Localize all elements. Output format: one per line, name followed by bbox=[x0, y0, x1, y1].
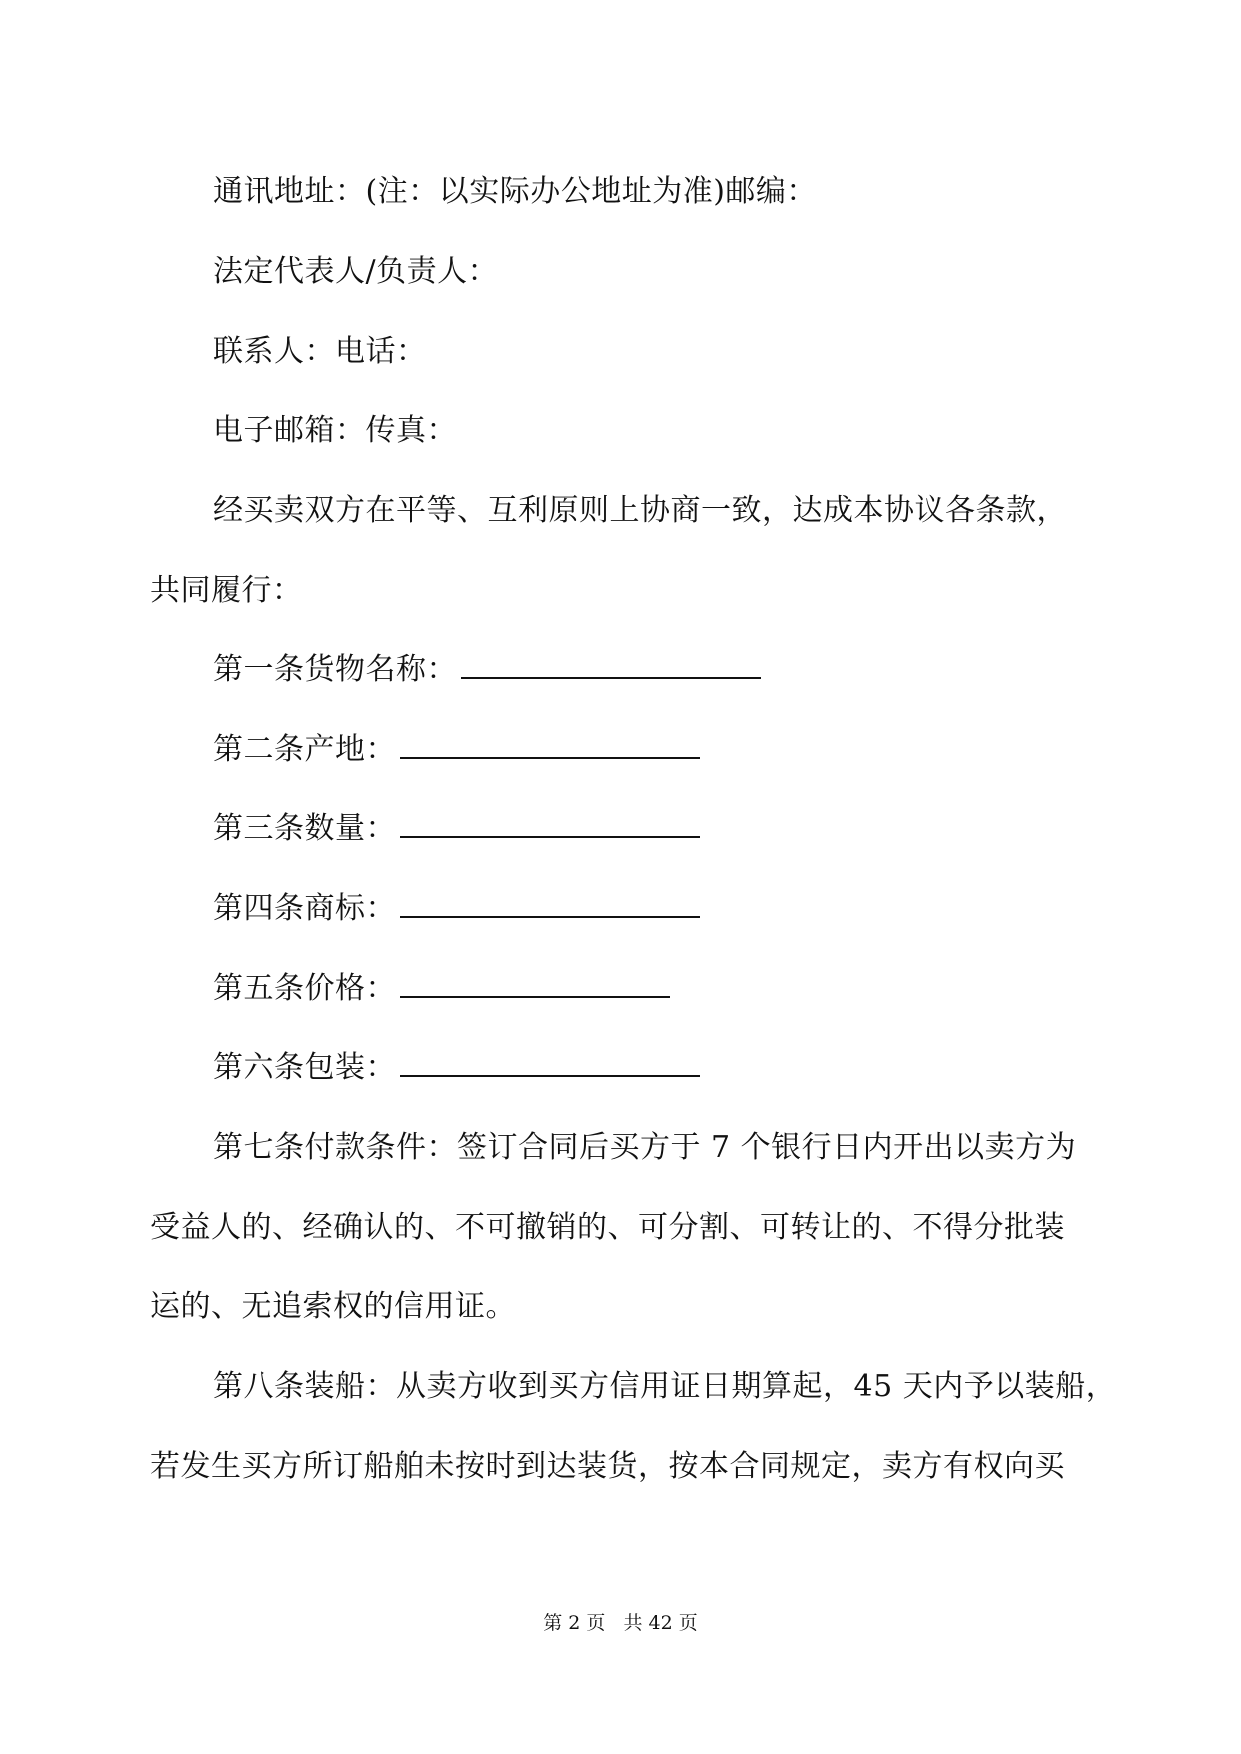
article-7-line-2: 受益人的、经确认的、不可撤销的、可分割、可转让的、不得分批装 bbox=[150, 1210, 1065, 1245]
article-3-label: 第三条数量： bbox=[213, 811, 396, 846]
page-footer bbox=[0, 1610, 1241, 1636]
article-2-blank bbox=[400, 731, 700, 759]
article-6-label: 第六条包装： bbox=[213, 1050, 396, 1085]
page-number-total: 共 42 页 bbox=[623, 1612, 698, 1634]
agreement-paragraph-line-2: 共同履行： bbox=[150, 573, 303, 608]
article-7-line-3: 运的、无追索权的信用证。 bbox=[150, 1289, 516, 1324]
article-7-line-1: 第七条付款条件：签订合同后买方于 7 个银行日内开出以卖方为 bbox=[213, 1130, 1077, 1165]
article-5-blank bbox=[400, 970, 670, 998]
page-number-current: 第 2 页 bbox=[543, 1612, 606, 1634]
article-5-label: 第五条价格： bbox=[213, 971, 396, 1006]
article-1-label: 第一条货物名称： bbox=[213, 652, 457, 687]
email-fax-line: 电子邮箱：传真： bbox=[213, 413, 457, 448]
article-3-blank bbox=[400, 810, 700, 838]
article-2-origin bbox=[213, 730, 700, 770]
article-8-line-2: 若发生买方所订船舶未按时到达装货，按本合同规定，卖方有权向买 bbox=[150, 1449, 1065, 1484]
article-3-quantity bbox=[213, 809, 700, 849]
agreement-paragraph-line-1: 经买卖双方在平等、互利原则上协商一致，达成本协议各条款， bbox=[213, 493, 1067, 528]
article-1-blank bbox=[461, 651, 761, 679]
article-4-label: 第四条商标： bbox=[213, 891, 396, 926]
article-1-goods-name bbox=[213, 650, 761, 690]
contact-phone-line: 联系人：电话： bbox=[213, 334, 427, 369]
article-5-price bbox=[213, 969, 670, 1009]
address-line: 通讯地址：(注：以实际办公地址为准)邮编： bbox=[213, 174, 817, 209]
article-4-blank bbox=[400, 890, 700, 918]
article-6-blank bbox=[400, 1049, 700, 1077]
legal-representative-line: 法定代表人/负责人： bbox=[213, 254, 499, 289]
article-2-label: 第二条产地： bbox=[213, 732, 396, 767]
article-6-packaging bbox=[213, 1048, 700, 1088]
article-4-trademark bbox=[213, 889, 700, 929]
article-8-line-1: 第八条装船：从卖方收到买方信用证日期算起，45 天内予以装船， bbox=[213, 1369, 1117, 1404]
